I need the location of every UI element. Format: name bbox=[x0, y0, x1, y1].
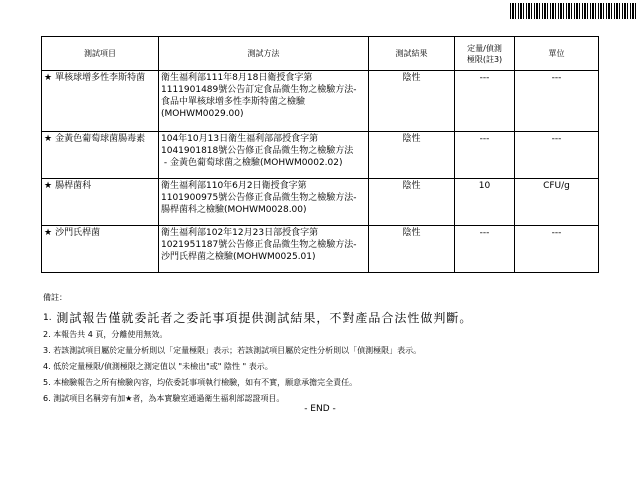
table-row bbox=[42, 179, 599, 226]
row-unit: --- bbox=[515, 132, 599, 179]
row-result: 陰性 bbox=[369, 226, 455, 273]
notes-section bbox=[43, 292, 603, 407]
star-icon: ★ bbox=[44, 181, 53, 191]
row-limit: 10 bbox=[455, 179, 515, 226]
table-row bbox=[42, 226, 599, 273]
header-test-item: 測試項目 bbox=[42, 37, 159, 71]
star-icon: ★ bbox=[44, 228, 53, 238]
note-item: 4. 低於定量極限/偵測極限之測定值以 "未檢出"或" 陰性 " 表示。 bbox=[43, 362, 273, 371]
note-item: $^{1.}$ 測試報告僅就委託者之委託事項提供測試結果，不對產品合法性做判斷。 bbox=[43, 311, 473, 325]
note-item: 3. 若該測試項目屬於定量分析則以「定量極限」表示；若該測試項目屬於定性分析則以「偵測極限」表示。 bbox=[43, 346, 422, 355]
row-unit: --- bbox=[515, 71, 599, 132]
header-unit: 單位 bbox=[515, 37, 599, 71]
star-icon: ★ bbox=[44, 134, 53, 144]
note-item: 5. 本檢驗報告之所有檢驗內容，均依委託事項執行檢驗，如有不實，願意承擔完全責任。 bbox=[43, 378, 358, 387]
row-result: 陰性 bbox=[369, 132, 455, 179]
row-item: ★ 沙門氏桿菌 bbox=[42, 226, 159, 273]
row-item: ★ 金黃色葡萄球菌腸毒素 bbox=[42, 132, 159, 179]
table-row bbox=[42, 132, 599, 179]
row-result: 陰性 bbox=[369, 71, 455, 132]
row-limit: --- bbox=[455, 132, 515, 179]
table-row bbox=[42, 71, 599, 132]
notes-title: 備註： bbox=[43, 293, 67, 302]
row-limit: --- bbox=[455, 71, 515, 132]
row-unit: CFU/g bbox=[515, 179, 599, 226]
row-result: 陰性 bbox=[369, 179, 455, 226]
star-icon: ★ bbox=[44, 73, 53, 83]
note-item: 6. 測試項目名稱旁有加★者，為本實驗室通過衛生福利部認證項目。 bbox=[43, 394, 285, 403]
header-limit: 定量/偵測 極限(註3) bbox=[455, 37, 515, 71]
row-item: ★ 單核球增多性李斯特菌 bbox=[42, 71, 159, 132]
row-unit: --- bbox=[515, 226, 599, 273]
test-results-table bbox=[41, 36, 599, 273]
row-method: 衛生福利部111年8月18日衛授食字第 1111901489號公告訂定食品微生物之檢驗方法- 食品中單核球增多性李斯特菌之檢驗 (MOHWM0029.00) bbox=[159, 71, 369, 132]
row-method: 104年10月13日衛生福利部部授食字第 1041901818號公告修正食品微生物之檢驗方法 - 金黃色葡萄球菌之檢驗(MOHWM0002.02) bbox=[159, 132, 369, 179]
end-marker: - END - bbox=[304, 404, 336, 414]
row-method: 衛生福利部110年6月2日衛授食字第 1101900975號公告修正食品微生物之檢驗方法- 腸桿菌科之檢驗(MOHWM0028.00) bbox=[159, 179, 369, 226]
row-method: 衛生福利部102年12月23日部授食字第 1021951187號公告修正食品微生物之檢驗方法- 沙門氏桿菌之檢驗(MOHWM0025.01) bbox=[159, 226, 369, 273]
header-test-method: 測試方法 bbox=[159, 37, 369, 71]
row-limit: --- bbox=[455, 226, 515, 273]
barcode bbox=[510, 3, 636, 19]
table-header-row bbox=[42, 37, 599, 71]
row-item: ★ 腸桿菌科 bbox=[42, 179, 159, 226]
header-test-result: 測試結果 bbox=[369, 37, 455, 71]
note-item: 2. 本報告共 4 頁，分離使用無效。 bbox=[43, 330, 168, 339]
